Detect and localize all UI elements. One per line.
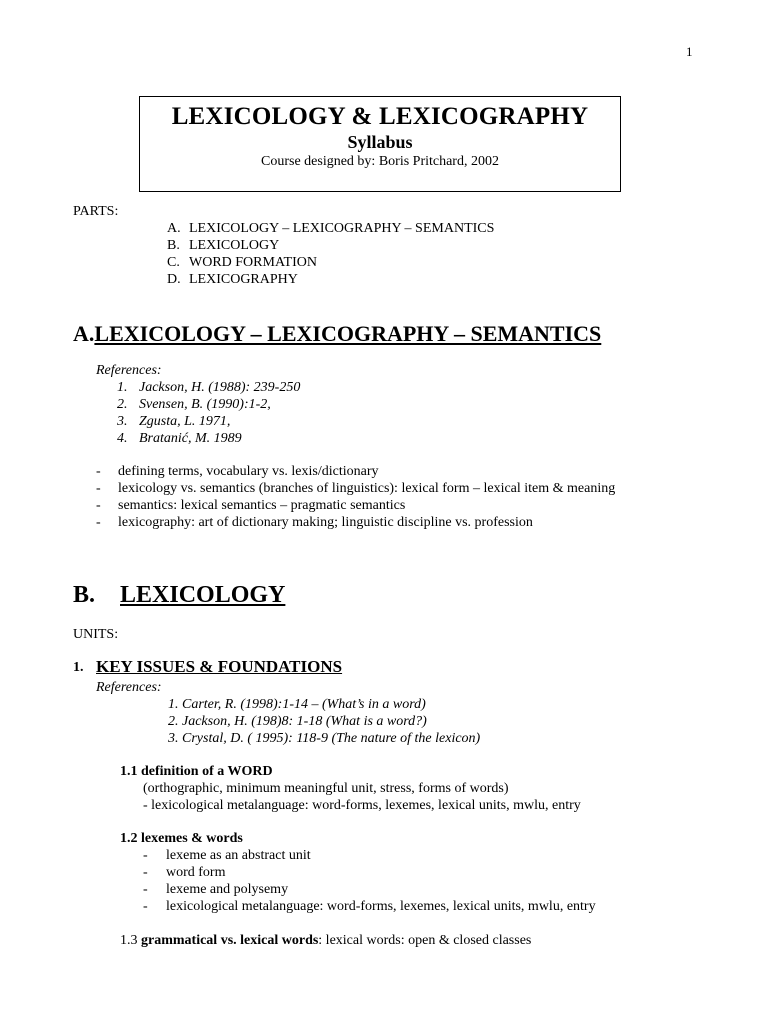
title-box	[139, 96, 621, 192]
bullet-item: - lexicological metalanguage: word-forms, lexemes, lexical units, mwlu, entry	[143, 899, 596, 914]
section-b-prefix: B.	[73, 582, 96, 608]
bullet-item: - lexicography: art of dictionary making; linguistic discipline vs. profession	[96, 515, 533, 530]
section-b-heading: LEXICOLOGY	[120, 582, 286, 608]
reference-item: 3. Zgusta, L. 1971,	[117, 414, 231, 429]
unit-1-references-label: References:	[96, 680, 162, 695]
bullet-item: - semantics: lexical semantics – pragmatic semantics	[96, 498, 406, 513]
bullet-item: - lexeme and polysemy	[143, 882, 289, 897]
subsection-1-2-bullets	[143, 847, 596, 915]
section-a-references-label: References:	[96, 363, 162, 378]
unit-1-references	[168, 696, 480, 747]
page-number: 1	[686, 44, 693, 59]
reference-item: 3. Crystal, D. ( 1995): 118-9 (The nature of the lexicon)	[168, 731, 481, 746]
bullet-item: - defining terms, vocabulary vs. lexis/dictionary	[96, 464, 379, 479]
subsection-1-1-heading: 1.1 definition of a WORD	[120, 764, 273, 779]
course-credit: Course designed by: Boris Pritchard, 2002	[261, 154, 499, 169]
section-a-heading: A.LEXICOLOGY – LEXICOGRAPHY – SEMANTICS	[73, 321, 602, 346]
reference-item: 1. Jackson, H. (1988): 239-250	[117, 380, 301, 395]
parts-list	[167, 220, 494, 288]
reference-item: 2. Jackson, H. (198)8: 1-18 (What is a word?)	[168, 714, 427, 729]
document-subtitle: Syllabus	[347, 132, 413, 152]
parts-item: B. LEXICOLOGY	[167, 238, 280, 253]
parts-label: PARTS:	[73, 204, 119, 219]
parts-item: A. LEXICOLOGY – LEXICOGRAPHY – SEMANTICS	[167, 221, 495, 236]
unit-1-heading: KEY ISSUES & FOUNDATIONS	[96, 657, 343, 676]
document-title: LEXICOLOGY & LEXICOGRAPHY	[171, 103, 589, 130]
subsection-1-1-line: (orthographic, minimum meaningful unit, stress, forms of words)	[143, 781, 509, 796]
parts-item: D. LEXICOGRAPHY	[167, 272, 298, 287]
section-a-bullets	[96, 463, 615, 531]
reference-item: 1. Carter, R. (1998):1-14 – (What’s in a word)	[168, 697, 426, 712]
bullet-item: - lexeme as an abstract unit	[143, 848, 311, 863]
unit-1-number: 1.	[73, 660, 84, 675]
section-a-references	[117, 379, 300, 447]
bullet-item: - lexicology vs. semantics (branches of linguistics): lexical form – lexical item & meaning	[96, 481, 616, 496]
subsection-1-2-heading: 1.2 lexemes & words	[120, 831, 243, 846]
reference-item: 2. Svensen, B. (1990):1-2,	[117, 397, 271, 412]
bullet-item: - word form	[143, 865, 226, 880]
reference-item: 4. Bratanić, M. 1989	[117, 431, 242, 446]
subsection-1-3-line: 1.3 grammatical vs. lexical words: lexical words: open & closed classes	[120, 933, 532, 948]
units-label: UNITS:	[73, 627, 119, 642]
parts-item: C. WORD FORMATION	[167, 255, 317, 270]
subsection-1-1-line: - lexicological metalanguage: word-forms, lexemes, lexical units, mwlu, entry	[143, 798, 581, 813]
